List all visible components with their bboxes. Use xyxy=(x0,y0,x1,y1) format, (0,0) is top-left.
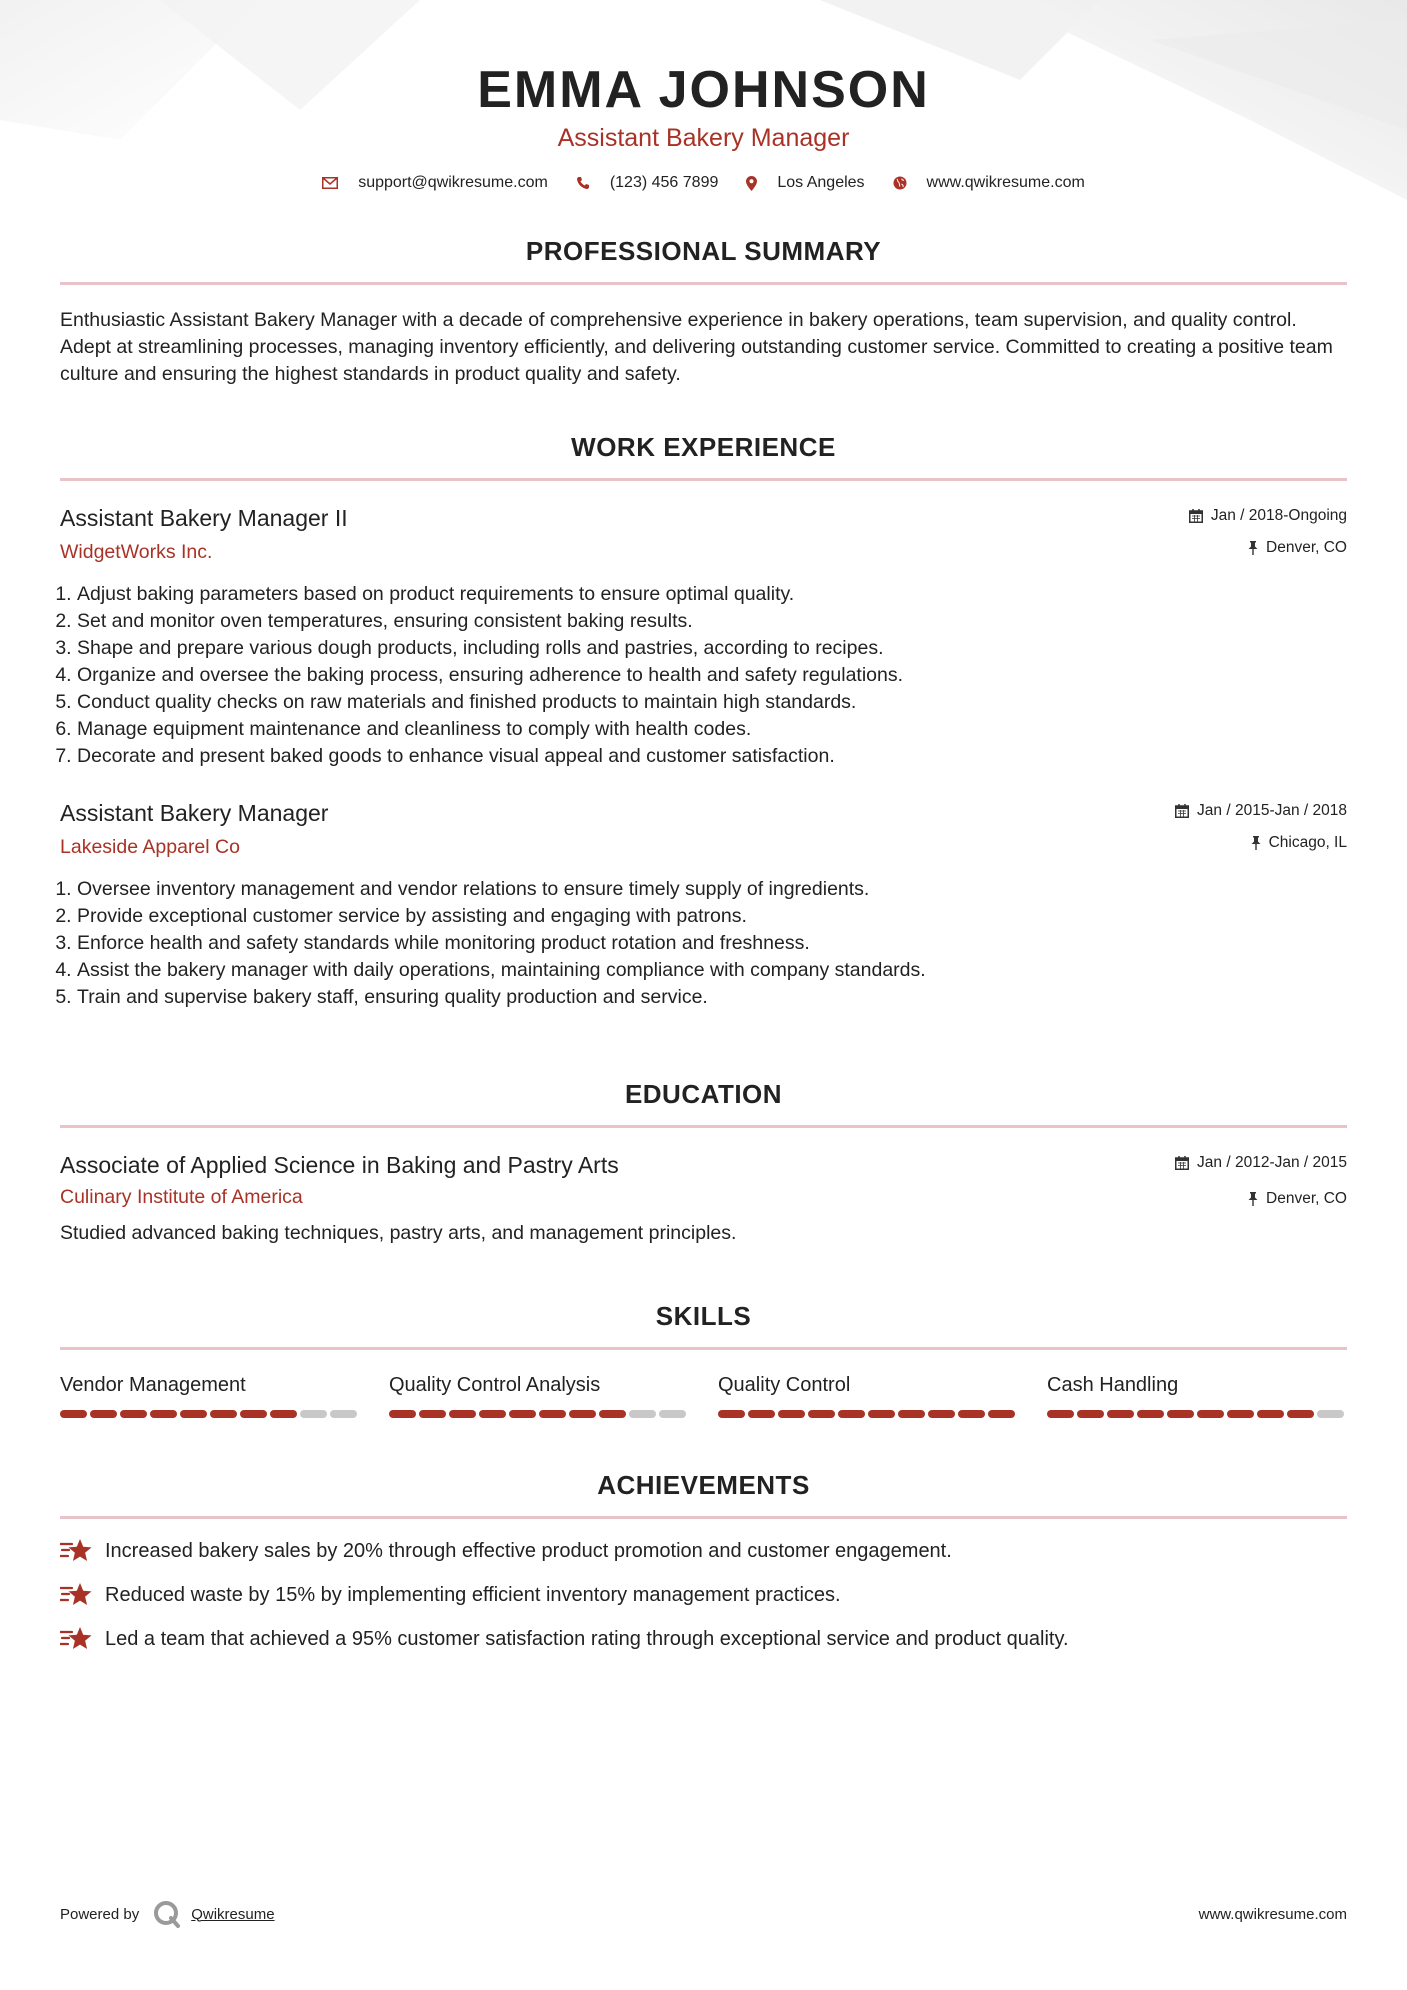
skill-segment-filled xyxy=(1287,1410,1314,1418)
skill-item xyxy=(718,1372,1018,1418)
job-title: Assistant Bakery Manager II xyxy=(60,505,348,531)
skill-segment-empty xyxy=(629,1410,656,1418)
job-meta xyxy=(1189,505,1347,569)
skill-name: Quality Control xyxy=(718,1374,851,1396)
skill-segment-filled xyxy=(1137,1410,1164,1418)
list-item: 4. Organize and oversee the baking process, ensuring adherence to health and safety regulations. xyxy=(77,662,1347,689)
skill-segment-filled xyxy=(479,1410,506,1418)
skill-name: Cash Handling xyxy=(1047,1374,1179,1396)
job-duties-list xyxy=(60,581,1347,770)
skill-segment-filled xyxy=(718,1410,745,1418)
powered-by xyxy=(60,1900,275,1928)
list-item xyxy=(60,1537,1347,1565)
brand-link[interactable]: Qwikresume xyxy=(191,1905,275,1923)
skill-segment-filled xyxy=(1257,1410,1284,1418)
skill-segment-filled xyxy=(539,1410,566,1418)
education-entry xyxy=(60,1150,1347,1247)
calendar-icon xyxy=(1189,509,1203,523)
summary-heading: PROFESSIONAL SUMMARY xyxy=(525,236,882,266)
map-pin-icon xyxy=(746,176,757,191)
calendar-icon xyxy=(1175,804,1189,818)
globe-icon xyxy=(893,176,907,190)
skill-level-bar xyxy=(718,1410,1018,1418)
email-text: support@qwikresume.com xyxy=(358,174,548,191)
star-icon xyxy=(60,1538,93,1564)
job-location: Denver, CO xyxy=(1266,539,1347,556)
skill-segment-filled xyxy=(210,1410,237,1418)
section-divider xyxy=(60,1347,1347,1350)
skill-segment-filled xyxy=(180,1410,207,1418)
powered-by-label: Powered by xyxy=(60,1905,140,1923)
experience-heading: WORK EXPERIENCE xyxy=(571,432,836,462)
skill-segment-filled xyxy=(90,1410,117,1418)
contact-phone[interactable] xyxy=(576,174,719,192)
contact-location xyxy=(746,174,864,192)
skill-segment-filled xyxy=(1227,1410,1254,1418)
skill-name: Quality Control Analysis xyxy=(389,1374,601,1396)
education-location: Denver, CO xyxy=(1266,1190,1347,1207)
skill-segment-filled xyxy=(120,1410,147,1418)
experience-section xyxy=(60,430,1347,1011)
job-meta xyxy=(1175,800,1347,864)
list-item: 2. Provide exceptional customer service by assisting and engaging with patrons. xyxy=(77,903,1347,930)
summary-text: Enthusiastic Assistant Bakery Manager with a decade of comprehensive experience in bakery operations, team supervision, and quality control. Adept at streamlining processes, managing inventory efficiently, and delivering outstanding customer service. Committed to creating a positive team culture and ensuring the highest standards in product quality and safety. xyxy=(60,309,1333,385)
skill-segment-filled xyxy=(808,1410,835,1418)
skill-segment-filled xyxy=(389,1410,416,1418)
skill-segment-filled xyxy=(1047,1410,1074,1418)
skill-segment-filled xyxy=(868,1410,895,1418)
section-divider xyxy=(60,1516,1347,1519)
skill-segment-filled xyxy=(838,1410,865,1418)
job-company: WidgetWorks Inc. xyxy=(60,541,213,563)
list-item: 1. Adjust baking parameters based on product requirements to ensure optimal quality. xyxy=(77,581,1347,608)
candidate-title: Assistant Bakery Manager xyxy=(557,124,850,152)
skill-segment-filled xyxy=(898,1410,925,1418)
page-footer xyxy=(60,1900,1347,1928)
list-item: 3. Enforce health and safety standards while monitoring product rotation and freshness. xyxy=(77,930,1347,957)
job-dates: Jan / 2018-Ongoing xyxy=(1210,507,1347,524)
skill-segment-filled xyxy=(1107,1410,1134,1418)
skills-grid xyxy=(60,1372,1347,1418)
section-divider xyxy=(60,1125,1347,1128)
summary-section xyxy=(60,234,1347,388)
degree-title: Associate of Applied Science in Baking and Pastry Arts xyxy=(60,1152,619,1178)
job-location: Chicago, IL xyxy=(1268,834,1347,851)
list-item xyxy=(60,1581,1347,1609)
skill-segment-empty xyxy=(330,1410,357,1418)
star-icon xyxy=(60,1626,93,1652)
school-name: Culinary Institute of America xyxy=(60,1186,303,1208)
list-item xyxy=(60,1625,1347,1653)
list-item: 4. Assist the bakery manager with daily operations, maintaining compliance with company standards. xyxy=(77,957,1347,984)
list-item: 6. Manage equipment maintenance and cleanliness to comply with health codes. xyxy=(77,716,1347,743)
skill-segment-filled xyxy=(748,1410,775,1418)
website-text: www.qwikresume.com xyxy=(926,174,1085,191)
section-divider xyxy=(60,478,1347,481)
phone-icon xyxy=(576,176,590,190)
qwikresume-logo-icon xyxy=(153,1900,181,1928)
job-duties-list xyxy=(60,876,1347,1011)
education-dates: Jan / 2012-Jan / 2015 xyxy=(1197,1154,1347,1171)
skill-segment-filled xyxy=(419,1410,446,1418)
skill-segment-filled xyxy=(270,1410,297,1418)
contact-bar xyxy=(60,174,1347,192)
calendar-icon xyxy=(1175,1156,1189,1170)
skill-item xyxy=(389,1372,689,1418)
skill-segment-filled xyxy=(240,1410,267,1418)
contact-email[interactable] xyxy=(322,174,548,192)
achievements-list xyxy=(60,1537,1347,1653)
skill-name: Vendor Management xyxy=(60,1374,246,1396)
achievement-text: Led a team that achieved a 95% customer satisfaction rating through exceptional service and product quality. xyxy=(105,1628,1069,1650)
list-item: 1. Oversee inventory management and vendor relations to ensure timely supply of ingredients. xyxy=(77,876,1347,903)
skill-segment-filled xyxy=(1167,1410,1194,1418)
list-item: 5. Train and supervise bakery staff, ensuring quality production and service. xyxy=(77,984,1347,1011)
skill-item xyxy=(1047,1372,1347,1418)
location-text: Los Angeles xyxy=(777,174,865,191)
job-entry xyxy=(60,503,1347,770)
skill-segment-filled xyxy=(449,1410,476,1418)
list-item: 3. Shape and prepare various dough products, including rolls and pastries, according to recipes. xyxy=(77,635,1347,662)
pushpin-icon xyxy=(1248,1192,1258,1206)
resume-header xyxy=(60,0,1347,192)
skill-item xyxy=(60,1372,360,1418)
job-title: Assistant Bakery Manager xyxy=(60,800,329,826)
skill-segment-empty xyxy=(1317,1410,1344,1418)
contact-website[interactable] xyxy=(893,174,1085,192)
skill-segment-filled xyxy=(150,1410,177,1418)
phone-text: (123) 456 7899 xyxy=(609,174,719,191)
education-heading: EDUCATION xyxy=(624,1079,783,1109)
job-entry xyxy=(60,798,1347,1011)
skill-level-bar xyxy=(389,1410,689,1418)
skill-segment-empty xyxy=(659,1410,686,1418)
skill-segment-empty xyxy=(300,1410,327,1418)
candidate-name: EMMA JOHNSON xyxy=(477,61,930,119)
skills-section xyxy=(60,1299,1347,1418)
job-dates: Jan / 2015-Jan / 2018 xyxy=(1197,802,1347,819)
skill-level-bar xyxy=(60,1410,360,1418)
skill-segment-filled xyxy=(60,1410,87,1418)
education-description: Studied advanced baking techniques, pastry arts, and management principles. xyxy=(60,1222,737,1244)
list-item: 5. Conduct quality checks on raw materials and finished products to maintain high standards. xyxy=(77,689,1347,716)
education-section xyxy=(60,1077,1347,1247)
section-divider xyxy=(60,282,1347,285)
skill-segment-filled xyxy=(1077,1410,1104,1418)
achievements-section xyxy=(60,1468,1347,1653)
achievement-text: Reduced waste by 15% by implementing efficient inventory management practices. xyxy=(105,1584,841,1606)
envelope-icon xyxy=(322,177,338,189)
job-company: Lakeside Apparel Co xyxy=(60,836,240,858)
footer-website[interactable]: www.qwikresume.com xyxy=(1198,1905,1347,1923)
skill-segment-filled xyxy=(778,1410,805,1418)
list-item: 7. Decorate and present baked goods to enhance visual appeal and customer satisfaction. xyxy=(77,743,1347,770)
skills-heading: SKILLS xyxy=(655,1301,752,1331)
skill-segment-filled xyxy=(509,1410,536,1418)
skill-segment-filled xyxy=(958,1410,985,1418)
skill-segment-filled xyxy=(1197,1410,1224,1418)
skill-segment-filled xyxy=(569,1410,596,1418)
education-meta xyxy=(1175,1152,1347,1220)
achievements-heading: ACHIEVEMENTS xyxy=(597,1470,810,1500)
achievement-text: Increased bakery sales by 20% through effective product promotion and customer engagement. xyxy=(105,1540,952,1562)
skill-segment-filled xyxy=(928,1410,955,1418)
skill-segment-filled xyxy=(988,1410,1015,1418)
skill-level-bar xyxy=(1047,1410,1347,1418)
pushpin-icon xyxy=(1248,541,1258,555)
star-icon xyxy=(60,1582,93,1608)
list-item: 2. Set and monitor oven temperatures, ensuring consistent baking results. xyxy=(77,608,1347,635)
pushpin-icon xyxy=(1251,836,1261,850)
skill-segment-filled xyxy=(599,1410,626,1418)
